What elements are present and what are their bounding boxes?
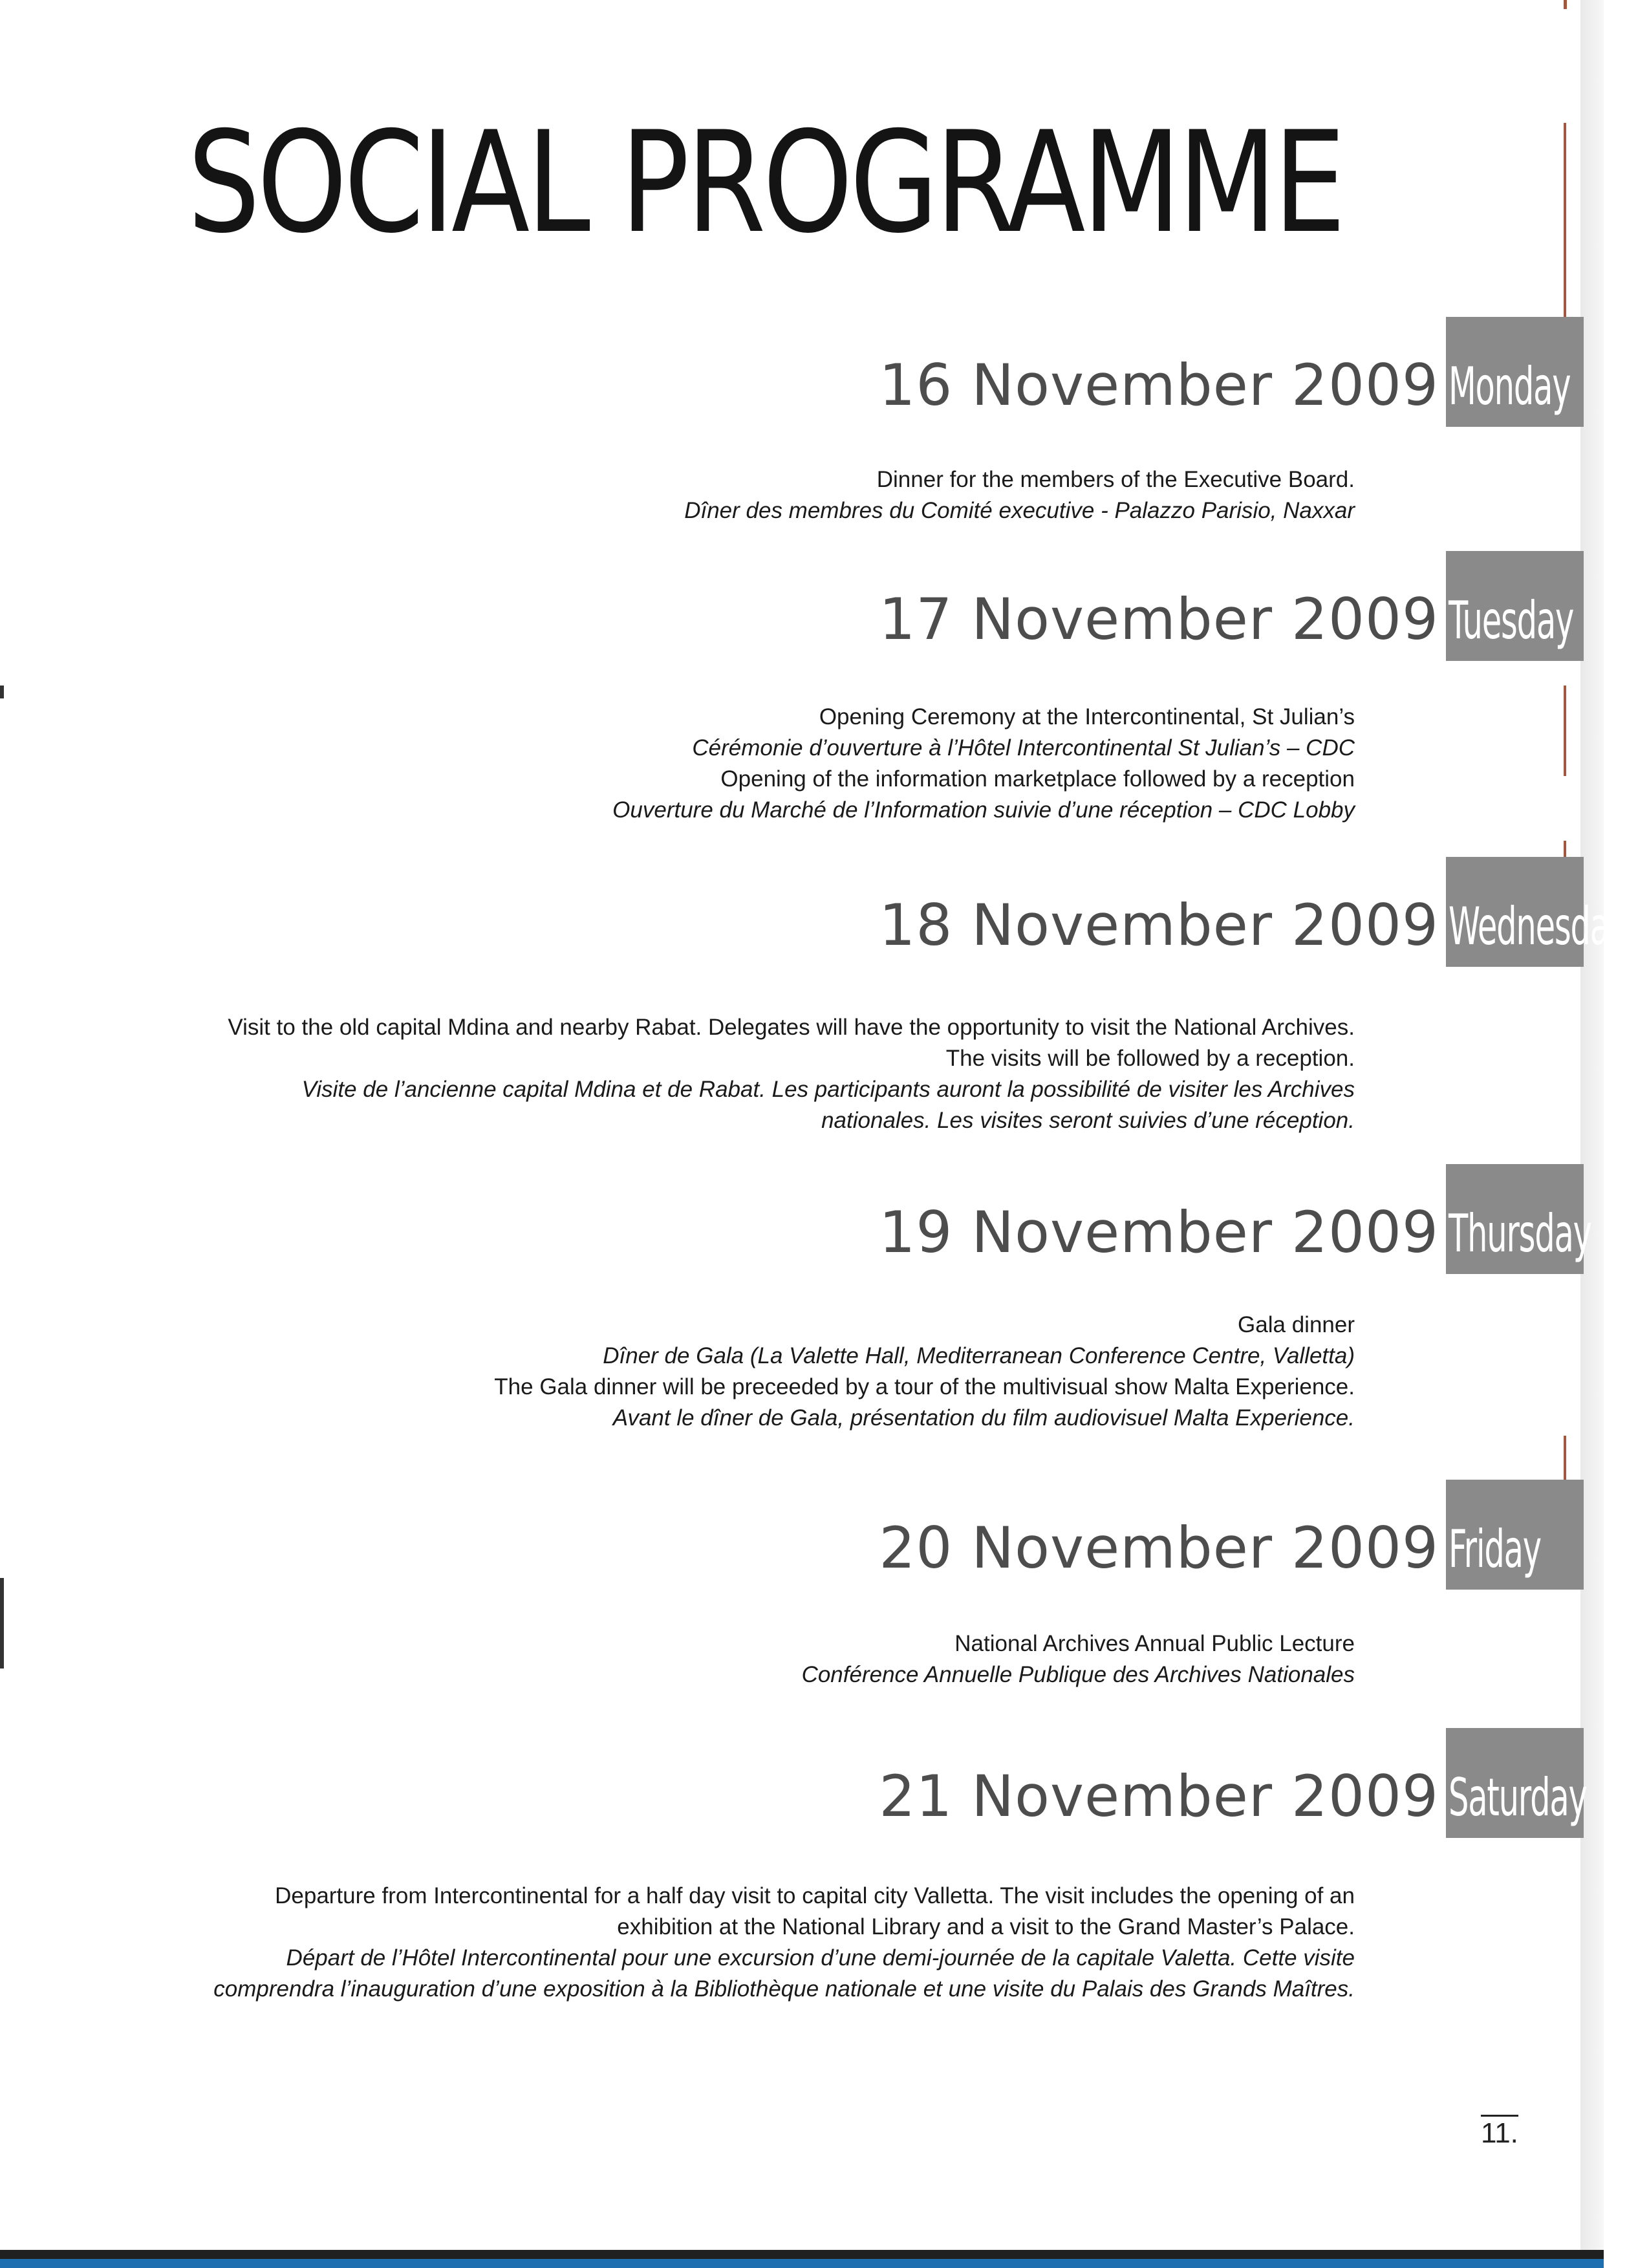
weekday-label: Saturday: [1449, 1767, 1587, 1828]
weekday-label: Friday: [1449, 1519, 1541, 1579]
event-line-french: Visite de l’ancienne capital Mdina et de Rabat. Les participants auront la possibilité de visiter les Archives nationales. Les visites seront suivies d’une réception.: [301, 1077, 1355, 1133]
weekday-tab: [1446, 1164, 1591, 1274]
binding-mark: [0, 1578, 4, 1669]
day-date: 21 November 2009: [879, 1763, 1439, 1830]
day-description-wednesday: [194, 1012, 1355, 1136]
weekday-label: Tuesday: [1449, 590, 1574, 651]
day-date: 20 November 2009: [879, 1515, 1439, 1581]
edge-mark: [1564, 0, 1567, 9]
day-description-saturday: [194, 1881, 1355, 2005]
event-line: Visit to the old capital Mdina and nearby Rabat. Delegates will have the opportunity to visit the National Archives. The visits will be followed by a reception.: [228, 1015, 1355, 1071]
day-header-thursday: [0, 1164, 1604, 1274]
day-header-saturday: [0, 1728, 1604, 1838]
day-description-tuesday: [612, 702, 1355, 826]
weekday-tab: [1446, 1480, 1584, 1590]
event-line-french: Avant le dîner de Gala, présentation du film audiovisuel Malta Experience.: [612, 1405, 1355, 1431]
event-line-french: Dîner de Gala (La Valette Hall, Mediterranean Conference Centre, Valletta): [603, 1343, 1355, 1368]
day-description-thursday: [494, 1310, 1355, 1434]
event-line: National Archives Annual Public Lecture: [954, 1631, 1355, 1656]
event-line: Gala dinner: [1238, 1312, 1355, 1337]
day-date: 16 November 2009: [879, 352, 1439, 418]
day-date: 18 November 2009: [879, 892, 1439, 958]
edge-mark: [1564, 686, 1566, 776]
event-line: Opening Ceremony at the Intercontinental, St Julian’s: [819, 704, 1355, 729]
event-line-french: Conférence Annuelle Publique des Archives Nationales: [801, 1662, 1355, 1687]
binding-mark: [0, 686, 4, 698]
weekday-label: Monday: [1449, 356, 1571, 416]
event-line: The Gala dinner will be preceeded by a tour of the multivisual show Malta Experience.: [494, 1374, 1355, 1399]
event-line-french: Départ de l’Hôtel Intercontinental pour une excursion d’une demi-journée de la capitale Valetta. Cette visite comprendra l’inauguration d’une exposition à la Bibliothèque nationale et une visite du Palais des Grands Maîtres.: [213, 1945, 1355, 2002]
event-line: Dinner for the members of the Executive Board.: [876, 467, 1355, 492]
scan-bottom-bar: [0, 2250, 1604, 2268]
day-date: 19 November 2009: [879, 1199, 1439, 1266]
day-description-monday: [684, 464, 1355, 526]
day-date: 17 November 2009: [879, 586, 1439, 653]
event-line: Departure from Intercontinental for a half day visit to capital city Valletta. The visit includes the opening of an exhibition at the National Library and a visit to the Grand Master’s Palace.: [275, 1883, 1355, 1939]
day-header-tuesday: [0, 551, 1604, 661]
event-line-french: Ouverture du Marché de l’Information suivie d’une réception – CDC Lobby: [612, 797, 1355, 823]
edge-mark: [1564, 123, 1566, 317]
day-header-wednesday: [0, 857, 1627, 967]
weekday-tab: [1446, 551, 1584, 661]
day-description-friday: [802, 1628, 1355, 1690]
weekday-label: Wednesday: [1449, 896, 1627, 956]
weekday-tab: [1446, 317, 1584, 427]
event-line-french: Cérémonie d’ouverture à l’Hôtel Intercontinental St Julian’s – CDC: [692, 735, 1355, 761]
day-header-friday: [0, 1480, 1604, 1590]
weekday-label: Thursday: [1449, 1204, 1591, 1264]
weekday-tab: [1446, 857, 1627, 967]
page-title: SOCIAL PROGRAMME: [188, 102, 1343, 264]
day-header-monday: [0, 317, 1604, 427]
page-number: 11.: [1481, 2115, 1518, 2148]
weekday-tab: [1446, 1728, 1587, 1838]
event-line: Opening of the information marketplace followed by a reception: [720, 766, 1355, 792]
event-line-french: Dîner des membres du Comité executive - Palazzo Parisio, Naxxar: [684, 498, 1355, 523]
